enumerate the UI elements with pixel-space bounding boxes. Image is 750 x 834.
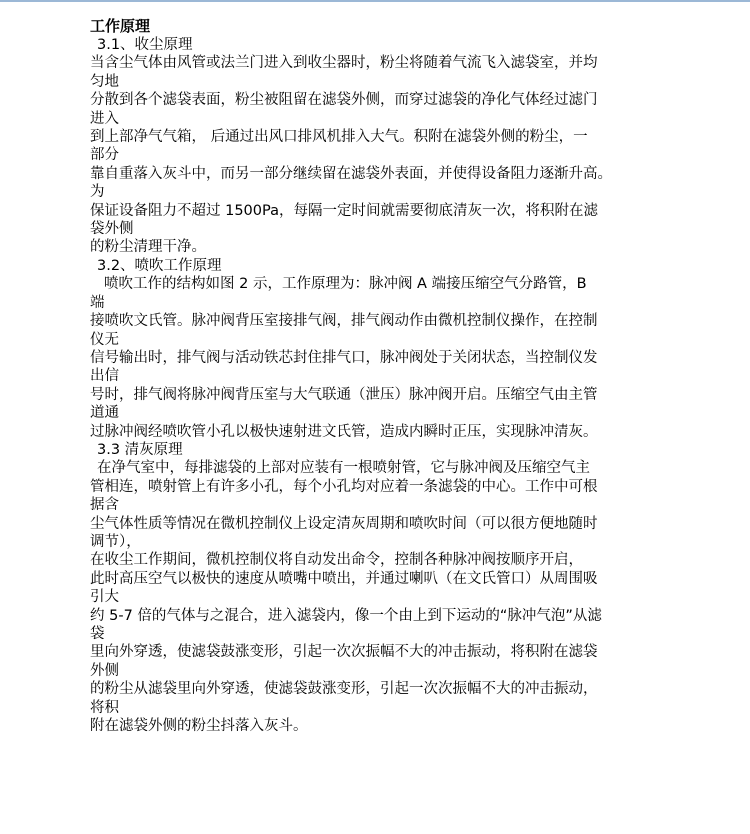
text-line: 当含尘气体由风管或法兰门进入到收尘器时，粉尘将随着气流飞入滤袋室，并均 <box>90 55 598 72</box>
text-line: 尘气体性质等情况在微机控制仪上设定清灰周期和喷吹时间（可以很方便地随时 <box>90 515 598 532</box>
top-border-line <box>0 0 750 2</box>
text-line: 袋外侧 <box>90 221 134 238</box>
text-line: 在净气室中，每排滤袋的上部对应装有一根喷射管，它与脉冲阀及压缩空气主 <box>97 460 590 477</box>
section-ash-cleaning-text <box>90 459 650 735</box>
section-heading-dust-collection: 3.1、收尘原理 <box>97 37 193 53</box>
text-line: 的粉尘从滤袋里向外穿透，使滤袋鼓涨变形，引起一次次振幅不大的冲击振动， <box>90 681 598 698</box>
text-line: 为 <box>90 184 105 201</box>
text-line: 喷吹工作的结构如图 2 示，工作原理为：脉冲阀 A 端接压缩空气分路管，B <box>104 276 587 293</box>
text-line: 里向外穿透，使滤袋鼓涨变形，引起一次次振幅不大的冲击振动，将积附在滤袋 <box>90 644 598 661</box>
text-line: 到上部净气气箱， 后通过出风口排风机排入大气。积附在滤袋外侧的粉尘，一 <box>90 129 588 146</box>
document-body <box>90 16 650 735</box>
text-line: 道通 <box>90 405 119 422</box>
text-line: 外侧 <box>90 662 119 679</box>
section-pulse-jet-text <box>90 275 650 441</box>
document-title: 工作原理 <box>90 17 151 35</box>
text-line: 匀地 <box>90 73 119 90</box>
text-line: 据含 <box>90 497 119 514</box>
text-line: 的粉尘清理干净。 <box>90 239 206 256</box>
text-line: 附在滤袋外侧的粉尘抖落入灰斗。 <box>90 718 308 735</box>
text-line: 引大 <box>90 589 119 606</box>
section-heading-pulse-jet: 3.2、喷吹工作原理 <box>97 257 222 274</box>
text-line: 袋 <box>90 626 105 642</box>
text-line: 号时，排气阀将脉冲阀背压室与大气联通（泄压）脉冲阀开启。压缩空气由主管 <box>90 386 598 403</box>
text-line: 过脉冲阀经喷吹管小孔以极快速射进文氏管，造成内瞬时正压，实现脉冲清灰。 <box>90 423 598 440</box>
text-line: 分散到各个滤袋表面，粉尘被阻留在滤袋外侧，而穿过滤袋的净化气体经过滤门 <box>90 92 598 109</box>
text-line: 此时高压空气以极快的速度从喷嘴中喷出，并通过喇叭（在文氏管口）从周围吸 <box>90 570 598 587</box>
section-heading-ash-cleaning: 3.3 清灰原理 <box>97 441 183 458</box>
text-line: 进入 <box>90 110 119 127</box>
text-line: 端 <box>90 294 105 311</box>
text-line: 信号输出时，排气阀与活动铁芯封住排气口，脉冲阀处于关闭状态，当控制仪发 <box>90 349 598 366</box>
text-line: 接喷吹文氏管。脉冲阀背压室接排气阀，排气阀动作由微机控制仪操作，在控制 <box>90 313 598 330</box>
text-line: 保证设备阻力不超过 1500Pa，每隔一定时间就需要彻底清灰一次，将积附在滤 <box>90 202 598 219</box>
text-line: 管相连，喷射管上有许多小孔，每个小孔均对应着一条滤袋的中心。工作中可根 <box>90 478 598 495</box>
text-line: 仪无 <box>90 331 119 348</box>
text-line: 在收尘工作期间，微机控制仪将自动发出命令，控制各种脉冲阀按顺序开启， <box>90 552 583 569</box>
text-line: 部分 <box>90 147 119 164</box>
section-dust-collection-text <box>90 54 650 256</box>
text-line: 将积 <box>90 699 119 716</box>
text-line: 出信 <box>90 368 119 385</box>
text-line: 靠自重落入灰斗中，而另一部分继续留在滤袋外表面，并使得设备阻力逐渐升高。 <box>90 165 612 182</box>
text-line: 约 5-7 倍的气体与之混合，进入滤袋内，像一个由上到下运动的“脉冲气泡”从滤 <box>90 607 602 624</box>
text-line: 调节）， <box>90 533 141 550</box>
